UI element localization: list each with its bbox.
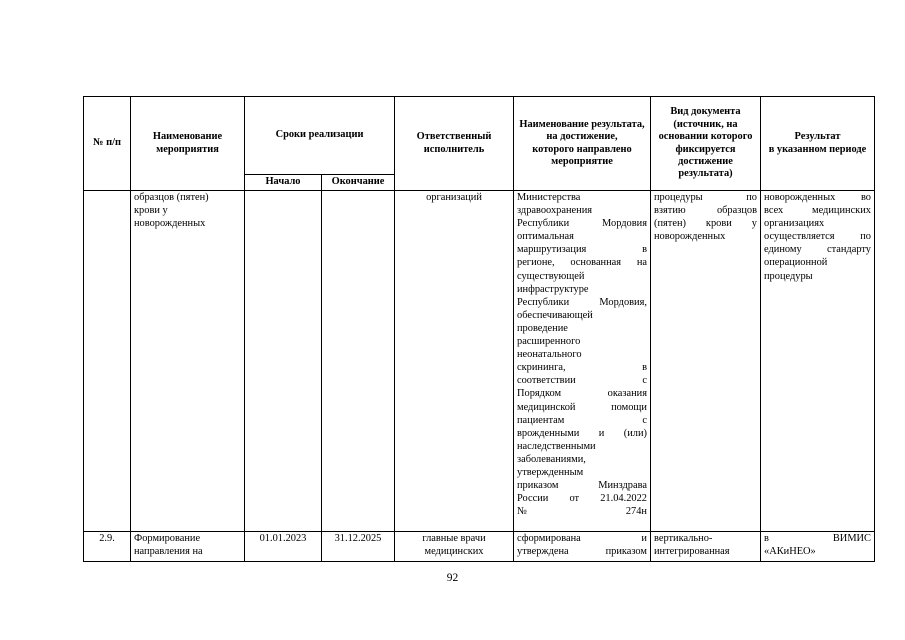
cell-end bbox=[322, 191, 395, 532]
header-result-period: Результат в указанном периоде bbox=[761, 97, 875, 191]
header-end: Окончание bbox=[322, 175, 395, 191]
cell-responsible: организаций bbox=[395, 191, 514, 532]
cell-result-name: Министерства здравоохранения Республики Мордовия оптимальная маршрутизация в регионе, основанная на существующей инфраструктуре Республики Мордовия, обеспечивающей проведение расширенного неонатального скрининга, в соответствии с Порядком оказания медицинской помощи пациентам с врожденными и (или) наследственными заболеваниями, утвержденным приказом Минздрава России от 21.04.2022 № 274н bbox=[514, 191, 651, 532]
cell-result-period: в ВИМИС «АКиНЕО» bbox=[761, 532, 875, 562]
header-row-1 bbox=[84, 97, 875, 175]
header-terms: Сроки реализации bbox=[245, 97, 395, 175]
table-row bbox=[84, 191, 875, 532]
cell-responsible: главные врачи медицинских bbox=[395, 532, 514, 562]
header-event-name: Наименование мероприятия bbox=[131, 97, 245, 191]
cell-event-name: образцов (пятен) крови у новорожденных bbox=[131, 191, 245, 532]
cell-num: 2.9. bbox=[84, 532, 131, 562]
table-row bbox=[84, 532, 875, 562]
header-result-name: Наименование результата, на достижение, которого направлено мероприятие bbox=[514, 97, 651, 191]
document-table bbox=[83, 96, 875, 562]
cell-num bbox=[84, 191, 131, 532]
page-number: 92 bbox=[446, 572, 459, 584]
header-num: № п/п bbox=[84, 97, 131, 191]
cell-result-period: новорожденных во всех медицинских организациях осуществляется по единому стандарту операционной процедуры bbox=[761, 191, 875, 532]
cell-start: 01.01.2023 bbox=[245, 532, 322, 562]
header-doc-type: Вид документа (источник, на основании которого фиксируется достижение результата) bbox=[651, 97, 761, 191]
header-responsible: Ответственный исполнитель bbox=[395, 97, 514, 191]
cell-event-name: Формирование направления на bbox=[131, 532, 245, 562]
cell-start bbox=[245, 191, 322, 532]
cell-result-name: сформирована и утверждена приказом bbox=[514, 532, 651, 562]
cell-doc-type: процедуры по взятию образцов (пятен) крови у новорожденных bbox=[651, 191, 761, 532]
cell-end: 31.12.2025 bbox=[322, 532, 395, 562]
cell-doc-type: вертикально- интегрированная bbox=[651, 532, 761, 562]
header-start: Начало bbox=[245, 175, 322, 191]
